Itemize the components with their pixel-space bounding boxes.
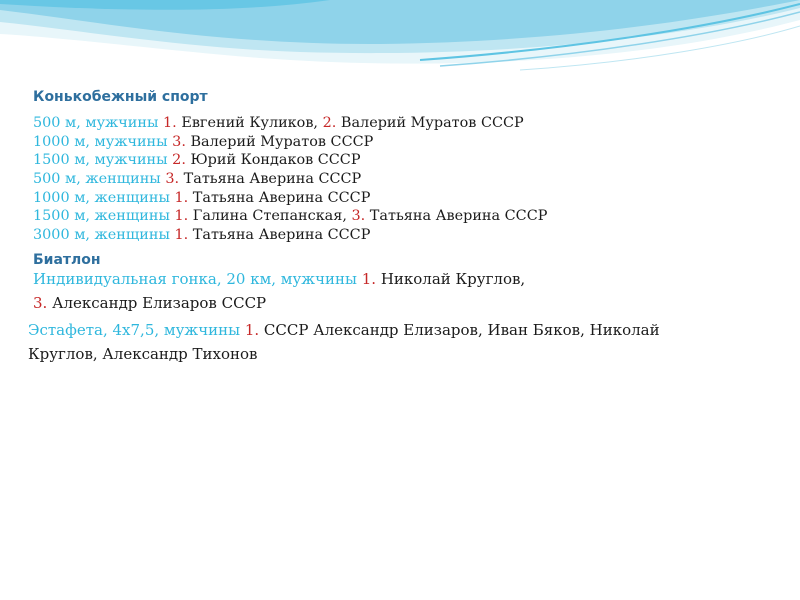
event-label: 500 м, мужчины xyxy=(33,115,159,131)
event-label: 1500 м, мужчины xyxy=(33,152,168,168)
result-line xyxy=(33,207,547,225)
result-line xyxy=(28,321,660,339)
athlete-text: Юрий Кондаков СССР xyxy=(185,152,361,168)
event-label: 1500 м, женщины xyxy=(33,208,170,224)
athlete-text: Татьяна Аверина СССР xyxy=(179,171,362,187)
result-line xyxy=(33,294,266,312)
place-number: 3. xyxy=(165,171,180,187)
event-label: 500 м, женщины xyxy=(33,171,161,187)
place-number: 3. xyxy=(351,208,366,224)
event-label: Индивидуальная гонка, 20 км, мужчины xyxy=(33,270,357,288)
place-number: 1. xyxy=(174,208,189,224)
athlete-text: Галина Степанская, xyxy=(188,208,352,224)
event-label: Эстафета, 4х7,5, мужчины xyxy=(28,321,241,339)
athlete-text: Валерий Муратов СССР xyxy=(185,134,374,150)
event-label: 3000 м, женщины xyxy=(33,227,170,243)
athlete-text: Татьяна Аверина СССР xyxy=(365,208,548,224)
athlete-text: Евгений Куликов, xyxy=(176,115,323,131)
result-line xyxy=(33,189,370,207)
athlete-text: Валерий Муратов СССР xyxy=(336,115,524,131)
section-title-biathlon: Биатлон xyxy=(33,252,101,268)
place-number: 1. xyxy=(174,227,189,243)
section-title-skating: Конькобежный спорт xyxy=(33,89,208,105)
athlete-text: Татьяна Аверина СССР xyxy=(188,190,371,206)
result-line xyxy=(33,270,525,288)
result-line xyxy=(33,151,361,169)
athlete-text: Александр Елизаров СССР xyxy=(47,294,267,312)
place-number: 1. xyxy=(244,321,260,339)
place-number: 1. xyxy=(174,190,189,206)
place-number: 2. xyxy=(172,152,186,168)
result-line xyxy=(33,114,524,132)
result-line xyxy=(33,226,370,244)
athlete-text: Круглов, Александр Тихонов xyxy=(28,345,258,363)
event-label: 1000 м, мужчины xyxy=(33,134,168,150)
place-number: 1. xyxy=(361,270,377,288)
event-label: 1000 м, женщины xyxy=(33,190,170,206)
place-number: 2. xyxy=(322,115,337,131)
athlete-text: Николай Круглов, xyxy=(376,270,526,288)
athlete-text: СССР Александр Елизаров, Иван Бяков, Николай xyxy=(259,321,660,339)
result-line xyxy=(28,345,258,363)
result-line xyxy=(33,170,361,188)
result-line xyxy=(33,133,373,151)
place-number: 3. xyxy=(172,134,186,150)
place-number: 1. xyxy=(163,115,177,131)
athlete-text: Татьяна Аверина СССР xyxy=(188,227,371,243)
place-number: 3. xyxy=(33,294,48,312)
